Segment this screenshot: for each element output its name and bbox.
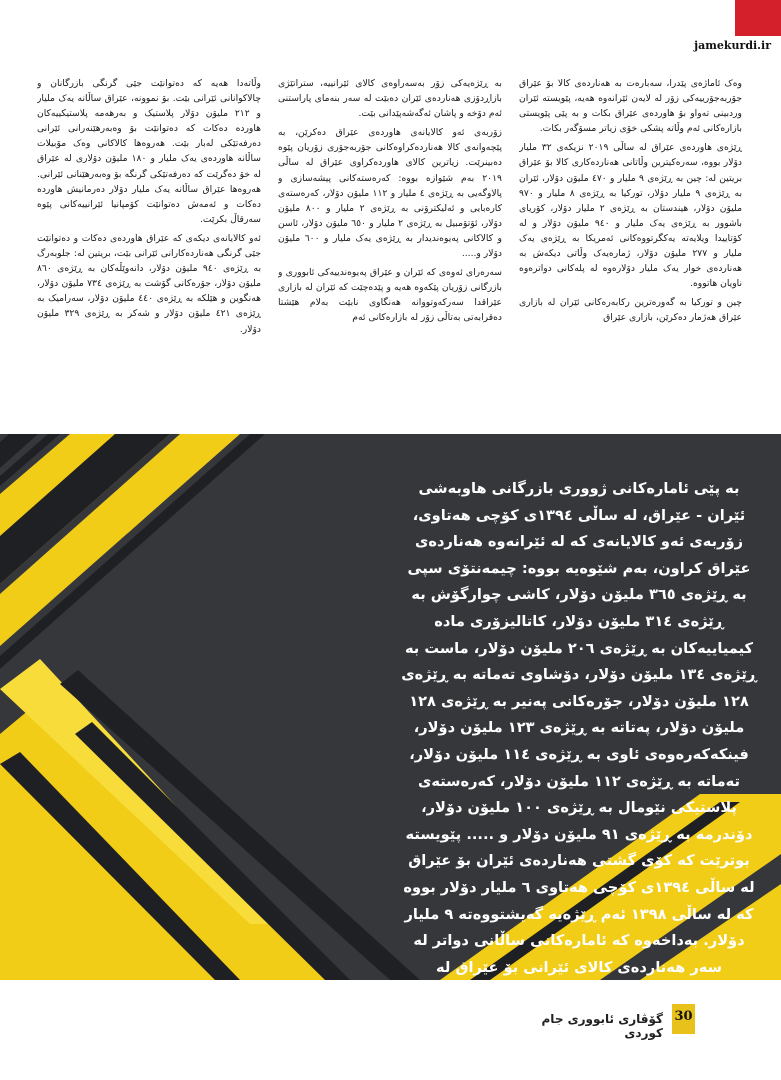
paragraph: ئەو کالایانەی دیکەی کە عێراق هاوردەی دەکات و دەتوانێت جێی گرنگی هەناردەکارانی ئێرانی بێت، بریتین لە: جلوبەرگ بە ڕێژەی ٩٤٠ ملیۆن دۆلار، دانەوێڵەکان بە ڕێژەی ٨٦٠ ملیۆن دۆلار، جۆرەکانی گۆشت بە ڕێژەی ٧٣٤ ملیۆن دۆلار، هەنگوین و هێلکە بە ڕێژەی ٤٤٠ ملیۆن دۆلار، سەرامیک بە ڕێژەی ٤٢١ ملیۆن دۆلار و شەکر بە ڕێژەی ٣٢٩ ملیۆن دۆلار. — [37, 232, 261, 335]
paragraph: وەک ئاماژەی پێدرا، سەبارەت بە هەناردەی کالا بۆ عێراق جۆربەجۆرییەکی زۆر لە لایەن ئێرانەوە هەیە، پێویستە ئێران وردبینی تەواو بۆ هاوردەی عێراق بکات و بە پێی پێویستی بازارەکانی ئەم وڵاتە پشکی خۆی زیاتر مسۆگەر بکات. — [519, 78, 742, 135]
pull-quote: بە پێی ئامارەکانی ژووری بازرگانی هاوبەشی ئێران - عێراق، لە ساڵی ١٣٩٤ی کۆچی هەتاوی، زۆربەی ئەو کالایانەی کە لە ئێرانەوە هەناردەی عێراق کراون، بەم شێوەیە بووە: چیمەنتۆی سپی بە ڕێژەی ٣٦٥ ملیۆن دۆلار، کاشی چوارگۆش بە ڕێژەی ٣١٤ ملیۆن دۆلار، کاتالیزۆری مادە کیمیاییەکان بە ڕێژەی ٢٠٦ ملیۆن دۆلار، ماست بە ڕێژەی ١٣٤ ملیۆن دۆلار، دۆشاوی تەماتە بە ڕێژەی ١٢٨ ملیۆن دۆلار، جۆرەکانی پەنیر بە ڕێژەی ١٢٨ ملیۆن دۆلار، پەتاتە بە ڕێژەی ١٢٣ ملیۆن دۆلار، فینکەکەرەوەی ئاوی بە ڕێژەی ١١٤ ملیۆن دۆلار، تەماتە بە ڕێژەی ١١٢ ملیۆن دۆلار، کەرەستەی پلاستیکی نێومال بە ڕێژەی ١٠٠ ملیۆن دۆلار، دۆندرمە بە ڕێژەی ٩١ ملیۆن دۆلار و ..... پێویستە بوترێت کە کۆی گشتی هەناردەی ئێران بۆ عێراق لە ساڵی ١٣٩٤ی کۆچی هەتاوی ٦ ملیار دۆلار بووە کە لە ساڵی ١٣٩٨ ئەم ڕێژەیە گەیشتووەتە ٩ ملیار دۆلار. بەداخەوە کە ئامارەکانی ساڵانی دواتر لە سەر هەناردەی کالای ئێرانی بۆ عێراق لە بەردەستدا نەبووە. — [401, 480, 757, 1003]
site-url[interactable]: jamekurdi.ir — [694, 39, 771, 52]
text-column-3 — [37, 76, 261, 421]
paragraph: وڵاتەدا هەیە کە دەتوانێت جێی گرنگی بازرگانان و چالاکوانانی ئێرانی بێت. بۆ نموونە، عێراق ساڵانە یەک ملیار و ٢١٢ ملیۆن دۆلار پلاستیک و بەرهەمە پلاستیکییەکان هاوردە دەکات کە دەتوانێت بۆ وەبەرهێنەرانی ئێرانی دەرفەتێکی لەبار بێت. هەروەها کالاکانی وەک مۆبیلات ساڵانە هاوردەی یەک ملیار و ١٨٠ ملیۆن دۆلاری لە عێراق لە خۆ دەگرێت کە دەرفەتێکی گرنگە بۆ وەبەرهێنانی ئێرانی. هەروەها عێراق ساڵانە یەک ملیار دۆلار دەرمانیش هاوردە دەکات و ئەمەش دەتوانێت کۆمپانیا ئێرانییەکانی پێوە سەرقاڵ بکرێت. — [37, 78, 261, 225]
paragraph: زۆربەی ئەو کالایانەی هاوردەی عێراق دەکرێن، بە پێچەوانەی کالا هەناردەکراوەکانی جۆربەجۆری زۆریان پێوە دەبینرێت. زیاترین کالای هاوردەکراوی عێراق لە ساڵی ٢٠١٩ بەم شێوازە بووە: کەرەستەکانی پیشەسازی و پالاوگەیی بە ڕێژەی ٤ ملیار و ١١٢ ملیۆن دۆلار، کەرەستەی کارەبایی و ئەلیکترۆنی بە ڕێژەی ٢ ملیار و ٨٠٠ ملیۆن دۆلار، ئۆتۆمبیل بە ڕێژەی ٢ ملیار و ٦٥٠ ملیۆن دۆلار، ئاسن و کالاکانی پەیوەندیدار بە ڕێژەی یەک ملیار و ٦٠٠ ملیۆن دۆلار و..... — [278, 127, 502, 260]
paragraph: چین و تورکیا بە گەورەترین رکابەرەکانی ئێران لە بازاری عێراق هەژمار دەکرێن، بازاری عێراق — [519, 297, 742, 324]
text-column-1 — [519, 76, 742, 421]
page-number: 30 — [674, 1009, 693, 1024]
header-red-tab — [735, 0, 781, 36]
paragraph: سەرەرای ئەوەی کە ئێران و عێراق پەیوەندییەکی ئابووری و بازرگانی زۆریان پێکەوە هەیە و پێدەچێت کە ئێران لە بازاری عێراقدا سەرکەوتووانە هەنگاوی نابێت بەلام هێشتا دەقرابەتی بەتاڵی زۆر لە بازارەکانی ئەم — [278, 267, 502, 324]
text-column-2 — [278, 76, 502, 421]
paragraph: بە ڕێژەیەکی زۆر بەسەراوەی کالای ئێرانییە، ستراتێژی بازاڕدۆزی هەناردەی ئێران دەبێت لە سەر بنەمای پاراستنی ئەم دۆخە و پاشان ئەگەشەپێدانی بێت. — [278, 78, 502, 120]
magazine-name: گۆڤاری ئابووری جام کوردی — [541, 1012, 663, 1040]
paragraph: ڕێژەی هاوردەی عێراق لە ساڵی ٢٠١٩ نزیکەی ٣٢ ملیار دۆلار بووە، سەرەکیترین وڵاتانی هەناردەکاری کالا بۆ عێراق بریتین لە: چین بە ڕێژەی ٩ ملیار و ٤٧٠ ملیۆن دۆلار، ئێران بە ڕێژەی ٩ ملیار دۆلار، تورکیا بە ڕێژەی ٨ ملیار و ٩٧٠ ملیۆن دۆلار، هیندستان بە ڕێژەی ٢ ملیار دۆلار، کۆریای باشوور بە ڕێژەی یەک ملیار و ٩٤٠ ملیۆن دۆلار و لە کۆتاییدا ویلایەتە یەکگرتووەکانی ئەمریکا بە ڕێژەی یەک ملیار و ٢٧٧ ملیۆن دۆلار، ژمارەیەک وڵاتی دیکەش بە هەناردەی خوار یەک ملیار دۆلارەوە لە پلەکانی دواترەوە ناویان هاتووە. — [519, 142, 742, 290]
